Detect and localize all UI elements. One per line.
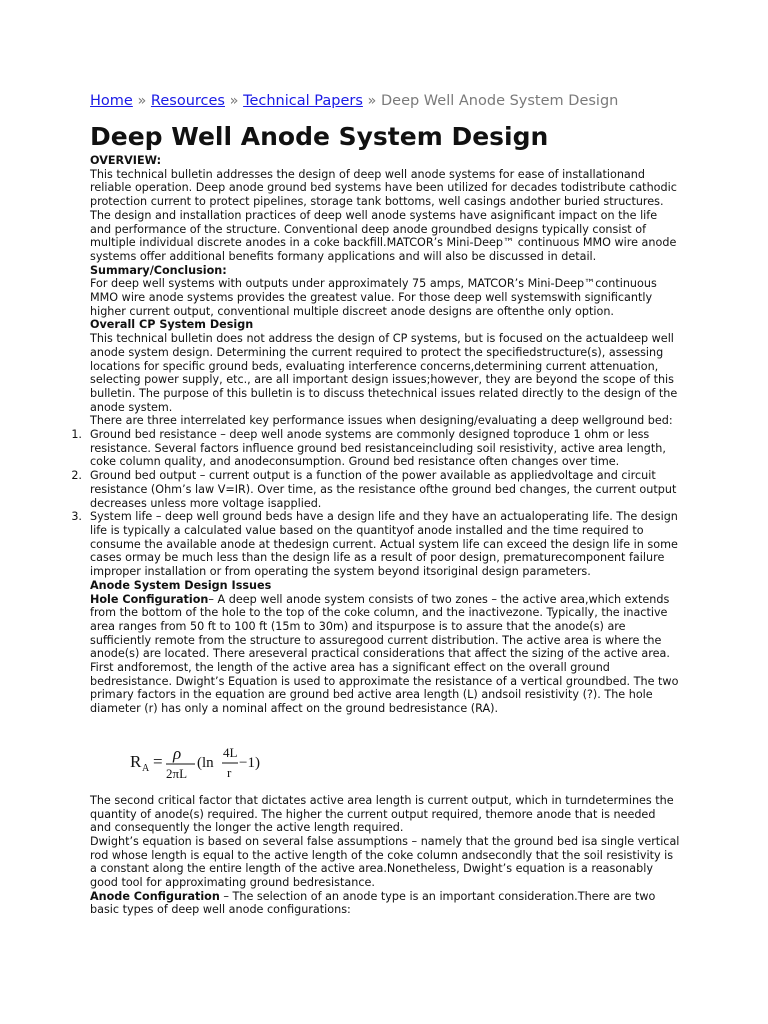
equation-denominator: 2πL bbox=[166, 765, 188, 781]
hole-configuration-paragraph bbox=[90, 593, 680, 716]
key-issues-intro: There are three interrelated key performance issues when designing/evaluating a deep wellground bed: bbox=[90, 414, 673, 428]
list-item-text: Ground bed resistance – deep well anode systems are commonly designed toproduce 1 ohm or less resistance. Several factors influence ground bed resistanceincluding soil resistivity, active area length, coke column quality, and anodeconsumption. Ground bed resistance often changes over time. bbox=[90, 428, 666, 469]
list-item-number: 3. bbox=[71, 510, 82, 524]
list-item bbox=[71, 510, 680, 579]
cp-design-heading: Overall CP System Design bbox=[90, 318, 254, 332]
breadcrumb-separator: » bbox=[229, 93, 239, 109]
document-content bbox=[71, 88, 680, 917]
equation-inner-denominator: r bbox=[227, 764, 232, 780]
summary-heading: Summary/Conclusion: bbox=[90, 263, 227, 277]
breadcrumb-separator: » bbox=[137, 93, 147, 109]
key-issues-list bbox=[71, 428, 680, 579]
anode-configuration-paragraph bbox=[90, 890, 680, 917]
dwight-equation-image bbox=[130, 742, 270, 782]
breadcrumb-separator: » bbox=[367, 93, 377, 109]
breadcrumb-home-link[interactable]: Home bbox=[90, 93, 133, 109]
current-output-paragraph: The second critical factor that dictates active area length is current output, which in turndetermines the quantity of anode(s) required. The higher the current output required, themore anode that is needed and consequently the longer the active length required. bbox=[90, 793, 674, 835]
list-item bbox=[71, 428, 680, 469]
summary-paragraph: For deep well systems with outputs under approximately 75 amps, MATCOR’s Mini-Deep™continuous MMO wire anode systems provides the greatest value. For those deep well systemswith significantly higher current output, conventional multiple discreet anode designs are oftenthe only option. bbox=[90, 277, 657, 318]
equation-lhs-subscript: A bbox=[142, 762, 150, 774]
equation-lhs: R bbox=[130, 751, 142, 771]
equation-ln: (ln bbox=[197, 754, 214, 771]
equation-tail: −1) bbox=[239, 754, 260, 771]
list-item-text: System life – deep well ground beds have a design life and they have an actualoperating life. The design life is typically a calculated value based on the quantityof anode installed and the time required to consume the available anode at thedesign current. Actual system life can exceed the design life in some cases ormay be much less than the design life as a result of poor design, prematurecomponent failure improper installation or from operating the system beyond itsoriginal design parameters. bbox=[90, 510, 678, 579]
overview-heading: OVERVIEW: bbox=[90, 154, 162, 167]
list-item-number: 2. bbox=[71, 469, 82, 483]
breadcrumb-technical-papers-link[interactable]: Technical Papers bbox=[243, 93, 363, 109]
breadcrumb-current: Deep Well Anode System Design bbox=[380, 93, 619, 109]
equation-inner-numerator: 4L bbox=[223, 744, 238, 760]
breadcrumb bbox=[90, 88, 680, 114]
list-item-number: 1. bbox=[71, 428, 82, 442]
hole-configuration-text: – A deep well anode system consists of two zones – the active area,which extends from the bottom of the hole to the top of the coke column, and the inactivezone. Typically, the inactive area ranges from 50 ft to 100 ft (15m to 30m) and itspurpose is to assure that the anode(s) are sufficiently remote from the structure to assuregood current distribution. The active area is where the anode(s) are located. There areseveral practical considerations that affect the sizing of the active area. First andforemost, the length of the active area has a significant effect on the overall ground bedresistance. Dwight’s Equation is used to approximate the resistance of a vertical groundbed. The two primary factors in the equation are ground bed active area length (L) andsoil resistivity (?). The hole diameter (r) has only a nominal affect on the ground bedresistance (RA). bbox=[90, 592, 679, 716]
list-item bbox=[71, 469, 680, 510]
anode-configuration-text: – The selection of an anode type is an important consideration.There are two basic types of deep well anode configurations: bbox=[90, 889, 656, 917]
anode-issues-heading: Anode System Design Issues bbox=[90, 578, 272, 592]
list-item-text: Ground bed output – current output is a function of the power available as appliedvoltage and circuit resistance (Ohm’s law V=IR). Over time, as the resistance ofthe ground bed changes, the current output decreases unless more voltage isapplied. bbox=[90, 469, 677, 510]
hole-configuration-label: Hole Configuration bbox=[90, 592, 209, 606]
cp-design-paragraph: This technical bulletin does not address the design of CP systems, but is focused on the actualdeep well anode system design. Determining the current required to protect the specifiedstructure(s), assessing locations for specific ground beds, evaluating interference concerns,determining current attenuation, selecting power supply, etc., are all important design issues;however, they are beyond the scope of this bulletin. The purpose of this bulletin is to discuss thetechnical issues related directly to the design of the anode system. bbox=[90, 332, 678, 414]
overview-paragraph: This technical bulletin addresses the design of deep well anode systems for ease of installationand reliable operation. Deep anode ground bed systems have been utilized for decades todistribute cathodic protection current to protect pipelines, storage tank bottoms, well casings andother buried structures. The design and installation practices of deep well anode systems have asignificant impact on the life and performance of the structure. Conventional deep anode groundbed designs typically consist of multiple individual discrete anodes in a coke backfill.MATCOR’s Mini-Deep™ continuous MMO wire anode systems offer additional benefits formany applications and will also be discussed in detail. bbox=[90, 167, 677, 263]
dwight-assumptions-paragraph: Dwight’s equation is based on several false assumptions – namely that the ground bed isa single vertical rod whose length is equal to the active length of the coke column andsecondly that the soil resistivity is a constant along the entire length of the active area.Nonetheless, Dwight’s equation is a reasonably good tool for approximating ground bedresistance. bbox=[90, 834, 680, 890]
anode-configuration-label: Anode Configuration bbox=[90, 889, 220, 903]
page-title: Deep Well Anode System Design bbox=[90, 122, 549, 151]
dwight-equation bbox=[90, 716, 680, 794]
equation-equals: = bbox=[153, 751, 163, 771]
equation-numerator: ρ bbox=[173, 743, 182, 763]
breadcrumb-resources-link[interactable]: Resources bbox=[150, 93, 225, 109]
